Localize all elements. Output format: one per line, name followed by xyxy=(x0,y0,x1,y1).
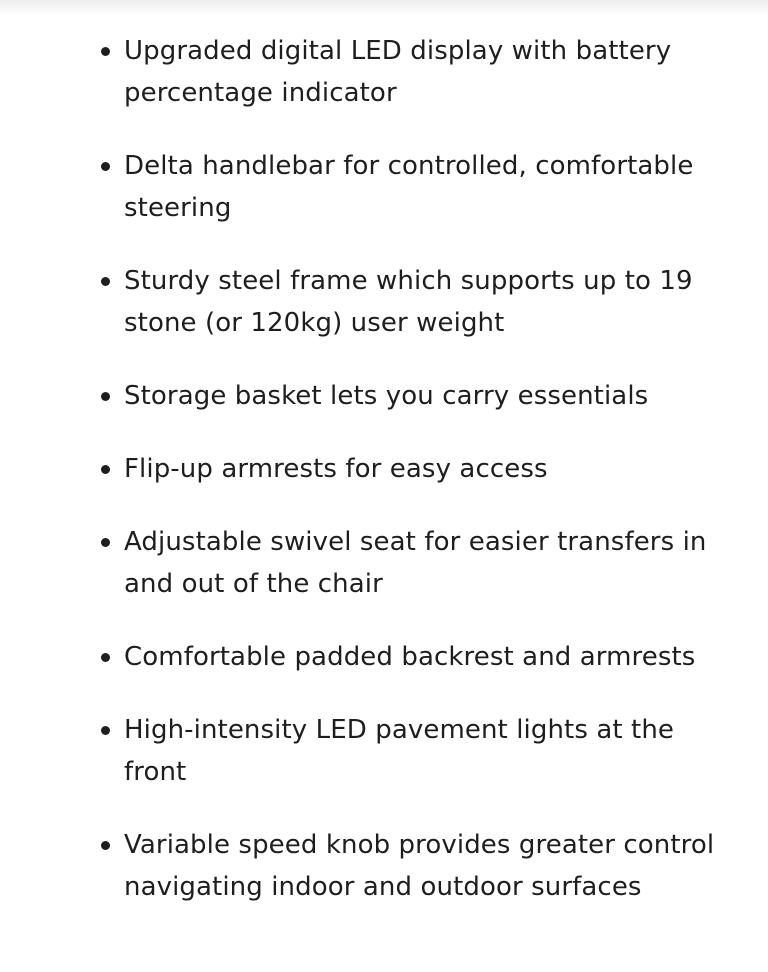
bullet-icon xyxy=(101,653,110,662)
bullet-icon xyxy=(101,162,110,171)
list-item xyxy=(0,260,768,344)
list-item xyxy=(0,375,768,417)
list-item-text: Comfortable padded backrest and armrests xyxy=(124,642,696,672)
bullet-icon xyxy=(101,465,110,474)
list-item xyxy=(0,824,768,908)
bullet-icon xyxy=(101,392,110,401)
list-item-text: Variable speed knob provides greater control navigating indoor and outdoor surfaces xyxy=(124,830,715,902)
list-item-text: Sturdy steel frame which supports up to 19 stone (or 120kg) user weight xyxy=(124,266,693,338)
list-item xyxy=(0,145,768,229)
list-item xyxy=(0,521,768,605)
list-item xyxy=(0,30,768,114)
list-item-text: Delta handlebar for controlled, comfortable steering xyxy=(124,151,694,223)
list-item xyxy=(0,709,768,793)
feature-list xyxy=(0,30,768,939)
list-item xyxy=(0,636,768,678)
top-shadow xyxy=(0,0,768,16)
bullet-icon xyxy=(101,726,110,735)
list-item-text: Storage basket lets you carry essentials xyxy=(124,381,649,411)
bullet-icon xyxy=(101,277,110,286)
list-item-text: Adjustable swivel seat for easier transfers in and out of the chair xyxy=(124,527,707,599)
bullet-icon xyxy=(101,538,110,547)
bullet-icon xyxy=(101,841,110,850)
list-item-text: High-intensity LED pavement lights at the front xyxy=(124,715,674,787)
list-item-text: Upgraded digital LED display with battery percentage indicator xyxy=(124,36,672,108)
list-item xyxy=(0,448,768,490)
list-item-text: Flip-up armrests for easy access xyxy=(124,454,548,484)
bullet-icon xyxy=(101,47,110,56)
